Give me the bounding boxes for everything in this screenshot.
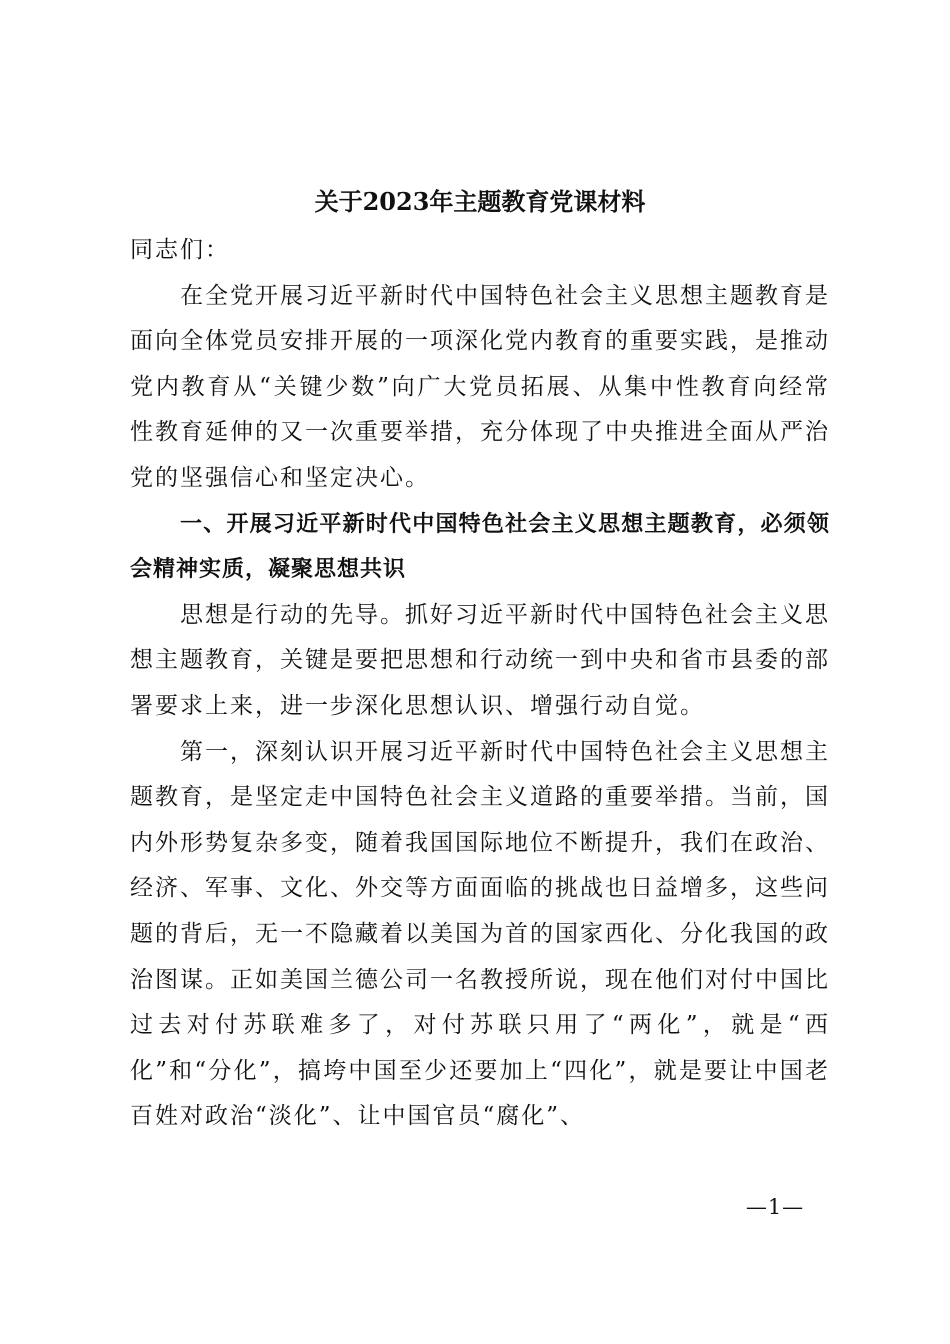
page-number: —1—	[745, 1195, 805, 1219]
salutation: 同志们：	[130, 237, 230, 263]
section-paragraph: 思想是行动的先导。抓好习近平新时代中国特色社会主义思想主题教育，关键是要把思想和行动统一到中央和省市县委的部署要求上来，进一步深化思想认识、增强行动自觉。	[130, 601, 830, 719]
section-heading: 一、开展习近平新时代中国特色社会主义思想主题教育，必须领会精神实质，凝聚思想共识	[130, 511, 830, 583]
section-paragraph: 第一，深刻认识开展习近平新时代中国特色社会主义思想主题教育，是坚定走中国特色社会主义道路的重要举措。当前，国内外形势复杂多变，随着我国国际地位不断提升，我们在政治、经济、军事、文化、外交等方面面临的挑战也日益增多，这些问题的背后，无一不隐藏着以美国为首的国家西化、分化我国的政治图谋。正如美国兰德公司一名教授所说，现在他们对付中国比过去对付苏联难多了，对付苏联只用了“两化”，就是“西化”和“分化”，搞垮中国至少还要加上“四化”，就是要让中国老百姓对政治“淡化”、让中国官员“腐化”、	[130, 738, 830, 1130]
intro-paragraph: 在全党开展习近平新时代中国特色社会主义思想主题教育是面向全体党员安排开展的一项深化党内教育的重要实践，是推动党内教育从“关键少数”向广大党员拓展、从集中性教育向经常性教育延伸的又一次重要举措，充分体现了中央推进全面从严治党的坚强信心和坚定决心。	[130, 282, 830, 491]
document-body	[130, 228, 830, 1140]
document-title: 关于2023年主题教育党课材料	[314, 187, 646, 216]
